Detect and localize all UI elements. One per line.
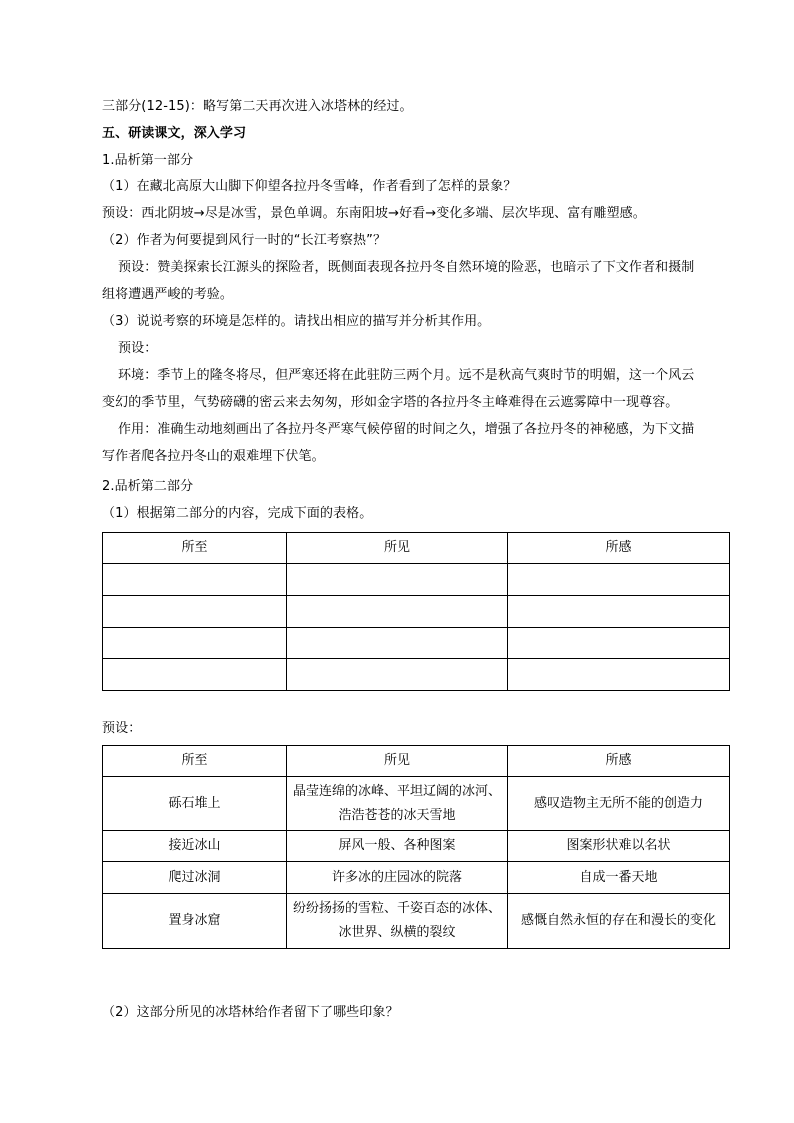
table-row (103, 777, 730, 831)
question-line: （1）根据第二部分的内容，完成下面的表格。 (102, 506, 373, 521)
answer-line: 组将遭遇严峻的考验。 (102, 287, 234, 302)
table-header-row (103, 746, 730, 777)
table-cell: 图案形状难以名状 (508, 831, 730, 862)
blank-cell[interactable] (508, 628, 730, 659)
table-cell: 晶莹连绵的冰峰、平坦辽阔的冰河、浩浩苍苍的冰天雪地 (287, 777, 508, 831)
section-heading: 五、研读课文，深入学习 (102, 126, 247, 141)
table-cell: 置身冰窟 (103, 894, 287, 949)
subsection-heading: 2.品析第二部分 (102, 479, 194, 494)
table-cell: 自成一番天地 (508, 862, 730, 894)
text-line: 三部分(12-15)：略写第二天再次进入冰塔林的经过。 (102, 99, 413, 114)
header-cell: 所至 (103, 746, 287, 777)
header-cell: 所至 (103, 533, 287, 564)
table-row (103, 596, 730, 628)
answer-line: 预设：西北阴坡→尽是冰雪，景色单调。东南阳坡→好看→变化多端、层次毕现、富有雕塑感。 (102, 206, 646, 221)
blank-cell[interactable] (287, 628, 508, 659)
header-cell: 所感 (508, 533, 730, 564)
header-cell: 所见 (287, 746, 508, 777)
table-cell: 许多冰的庄园冰的院落 (287, 862, 508, 894)
blank-cell[interactable] (103, 628, 287, 659)
table-cell: 爬过冰洞 (103, 862, 287, 894)
blank-cell[interactable] (287, 564, 508, 596)
question-line: （3）说说考察的环境是怎样的。请找出相应的描写并分析其作用。 (102, 314, 491, 329)
blank-cell[interactable] (103, 596, 287, 628)
question-line: （2）作者为何要提到风行一时的“长江考察热”？ (102, 233, 387, 248)
table-row (103, 564, 730, 596)
table-cell: 屏风一般、各种图案 (287, 831, 508, 862)
answer-line: 环境：季节上的隆冬将尽，但严寒还将在此驻防三两个月。远不是秋高气爽时节的明媚，这一个风云 (118, 368, 695, 383)
table-row (103, 659, 730, 691)
answer-label: 预设： (118, 341, 158, 356)
empty-table (102, 532, 730, 691)
table-cell: 感慨自然永恒的存在和漫长的变化 (508, 894, 730, 949)
blank-cell[interactable] (508, 564, 730, 596)
table-row (103, 628, 730, 659)
table-row (103, 831, 730, 862)
table-cell: 接近冰山 (103, 831, 287, 862)
question-line: （2）这部分所见的冰塔林给作者留下了哪些印象？ (102, 1005, 399, 1020)
header-cell: 所感 (508, 746, 730, 777)
table-row (103, 894, 730, 949)
table-header-row (103, 533, 730, 564)
subsection-heading: 1.品析第一部分 (102, 153, 194, 168)
table-cell: 砾石堆上 (103, 777, 287, 831)
answer-label: 预设： (102, 721, 142, 736)
answer-line: 变幻的季节里，气势磅礴的密云来去匆匆，形如金字塔的各拉丹冬主峰难得在云遮雾障中一现尊容。 (102, 395, 679, 410)
answer-line: 预设：赞美探索长江源头的探险者，既侧面表现各拉丹冬自然环境的险恶，也暗示了下文作者和摄制 (118, 260, 695, 275)
answer-line: 作用：准确生动地刻画出了各拉丹冬严寒气候停留的时间之久，增强了各拉丹冬的神秘感，为下文描 (118, 422, 695, 437)
header-cell: 所见 (287, 533, 508, 564)
question-line: （1）在藏北高原大山脚下仰望各拉丹冬雪峰，作者看到了怎样的景象？ (102, 179, 517, 194)
blank-cell[interactable] (508, 659, 730, 691)
blank-cell[interactable] (103, 659, 287, 691)
blank-cell[interactable] (287, 659, 508, 691)
answer-table (102, 745, 730, 949)
answer-line: 写作者爬各拉丹冬山的艰难埋下伏笔。 (102, 449, 325, 464)
table-row (103, 862, 730, 894)
blank-cell[interactable] (103, 564, 287, 596)
blank-cell[interactable] (287, 596, 508, 628)
table-cell: 纷纷扬扬的雪粒、千姿百态的冰体、冰世界、纵横的裂纹 (287, 894, 508, 949)
table-cell: 感叹造物主无所不能的创造力 (508, 777, 730, 831)
blank-cell[interactable] (508, 596, 730, 628)
